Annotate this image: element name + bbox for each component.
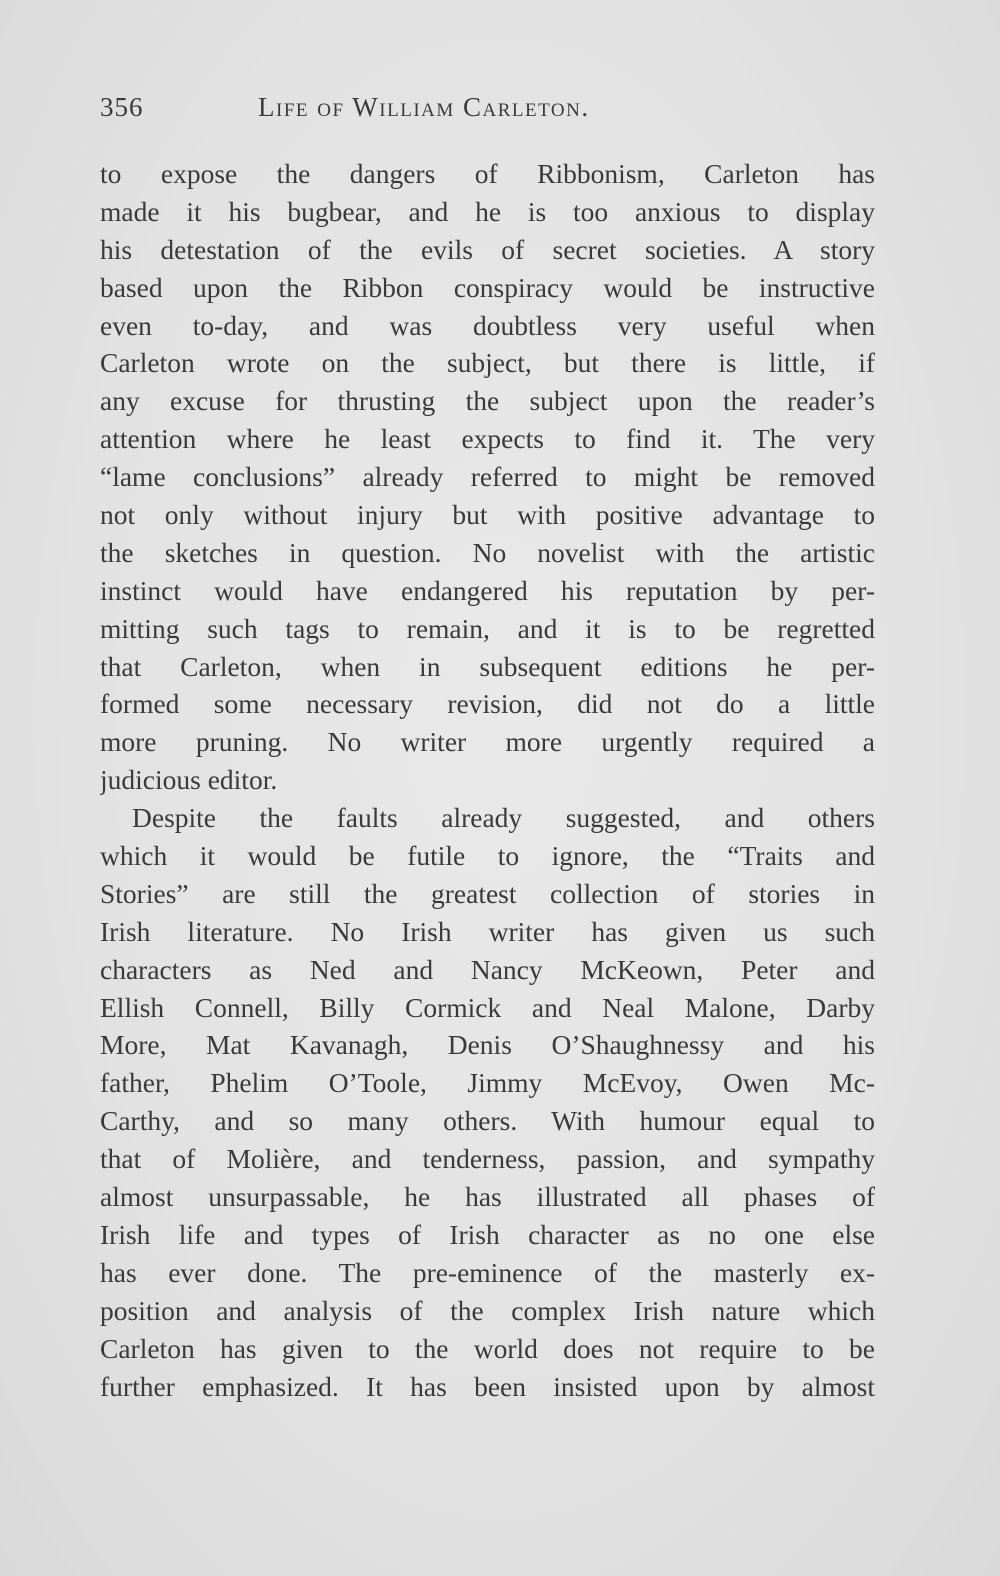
text-line: father, Phelim O’Toole, Jimmy McEvoy, Owen Mc-	[100, 1067, 875, 1099]
text-line: mitting such tags to remain, and it is to be regretted	[100, 612, 875, 644]
text-line: Carleton wrote on the subject, but there is little, if	[100, 347, 875, 379]
text-line: his detestation of the evils of secret societies. A story	[100, 233, 875, 265]
text-line: Stories” are still the greatest collection of stories in	[100, 877, 875, 909]
text-line: that Carleton, when in subsequent editions he per-	[100, 650, 875, 682]
text-line: made it his bugbear, and he is too anxious to display	[100, 195, 875, 227]
text-line: not only without injury but with positive advantage to	[100, 499, 875, 531]
text-line: Irish literature. No Irish writer has given us such	[100, 915, 875, 947]
text-line: based upon the Ribbon conspiracy would be instructive	[100, 271, 875, 303]
text-line: Carthy, and so many others. With humour equal to	[100, 1105, 875, 1137]
text-line: “lame conclusions” already referred to might be removed	[100, 461, 875, 493]
text-line: more pruning. No writer more urgently required a	[100, 726, 875, 758]
text-line: which it would be futile to ignore, the “Traits and	[100, 840, 875, 872]
body-text	[100, 155, 875, 1405]
text-line: Ellish Connell, Billy Cormick and Neal Malone, Darby	[100, 991, 875, 1023]
text-line: More, Mat Kavanagh, Denis O’Shaughnessy and his	[100, 1029, 875, 1061]
page-header	[100, 92, 875, 136]
text-line: further emphasized. It has been insisted upon by almost	[100, 1370, 875, 1402]
text-line: the sketches in question. No novelist with the artistic	[100, 536, 875, 568]
text-line: Irish life and types of Irish character as no one else	[100, 1218, 875, 1250]
text-line: instinct would have endangered his reputation by per-	[100, 574, 875, 606]
text-line: formed some necessary revision, did not do a little	[100, 688, 875, 720]
running-head: Life of William Carleton.	[258, 92, 590, 122]
text-line: has ever done. The pre-eminence of the masterly ex-	[100, 1256, 875, 1288]
text-line: to expose the dangers of Ribbonism, Carleton has	[100, 158, 875, 189]
text-line: even to-day, and was doubtless very useful when	[100, 309, 875, 341]
text-line: almost unsurpassable, he has illustrated all phases of	[100, 1181, 875, 1213]
text-line: attention where he least expects to find it. The very	[100, 423, 875, 455]
page-number: 356	[100, 92, 144, 122]
text-line: any excuse for thrusting the subject upon the reader’s	[100, 385, 875, 417]
text-line: Despite the faults already suggested, and others	[132, 802, 875, 834]
text-line: that of Molière, and tenderness, passion, and sympathy	[100, 1143, 875, 1175]
text-line: position and analysis of the complex Irish nature which	[100, 1294, 875, 1326]
text-line: judicious editor.	[100, 764, 278, 796]
text-line: characters as Ned and Nancy McKeown, Peter and	[100, 953, 875, 985]
text-line: Carleton has given to the world does not require to be	[100, 1332, 875, 1364]
